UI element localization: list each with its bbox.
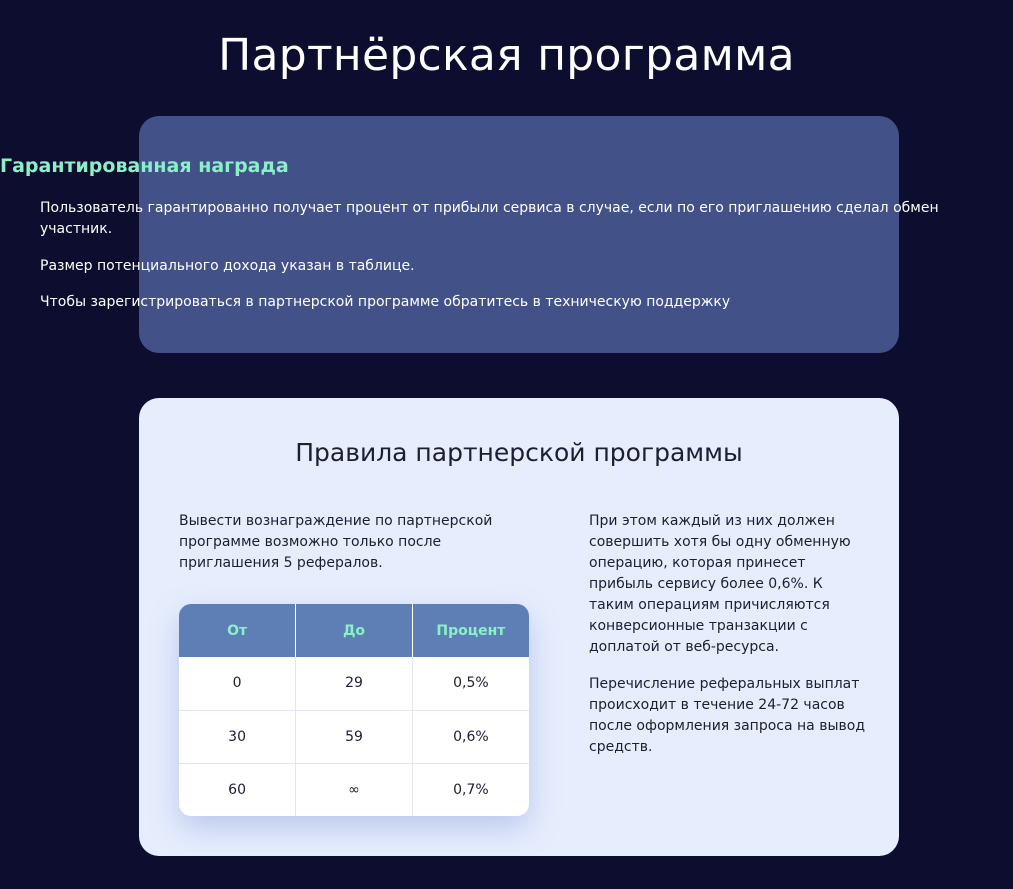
operation-requirement-text: При этом каждый из них должен совершить хотя бы одну обменную операцию, которая принесет прибыль сервису более 0,6%. К таким операциям причисляются конверсионные транзакции с доплатой от веб-ресурса. [589,513,851,655]
commission-table-grid [179,604,529,816]
table-row [179,657,529,710]
rules-card [139,398,899,856]
reward-title: Гарантированная награда [0,155,289,177]
table-cell-from: 60 [179,763,296,816]
page-title: Партнёрская программа [218,30,795,81]
table-header-row [179,604,529,657]
table-cell-to: 59 [296,710,413,763]
reward-paragraph-2: Размер потенциального дохода указан в таблице. [40,258,415,274]
column-header-to: До [296,604,413,657]
commission-table [179,604,529,816]
column-header-from: От [179,604,296,657]
reward-paragraph-3: Чтобы зарегистрироваться в партнерской программе обратитесь в техническую поддержку [40,294,731,310]
rules-details [589,511,869,758]
table-cell-to: 29 [296,657,413,710]
table-cell-percent: 0,6% [412,710,529,763]
payout-timing-text: Перечисление реферальных выплат происходит в течение 24-72 часов после оформления запроса на вывод средств. [589,676,866,755]
table-row [179,710,529,763]
reward-paragraph-1: Пользователь гарантированно получает процент от прибыли сервиса в случае, если по его приглашению сделал обмен участник. [40,200,939,237]
table-cell-percent: 0,7% [453,781,489,798]
column-header-percent: Процент [412,604,529,657]
rules-title: Правила партнерской программы [295,438,743,467]
table-row [179,763,529,816]
table-cell-from: 30 [179,710,296,763]
table-cell-percent: 0,5% [412,657,529,710]
withdrawal-condition-text: Вывести вознаграждение по партнерской программе возможно только после приглашения 5 рефералов. [179,513,493,571]
table-cell-to: ∞ [296,763,413,816]
table-cell-from: 0 [179,657,296,710]
